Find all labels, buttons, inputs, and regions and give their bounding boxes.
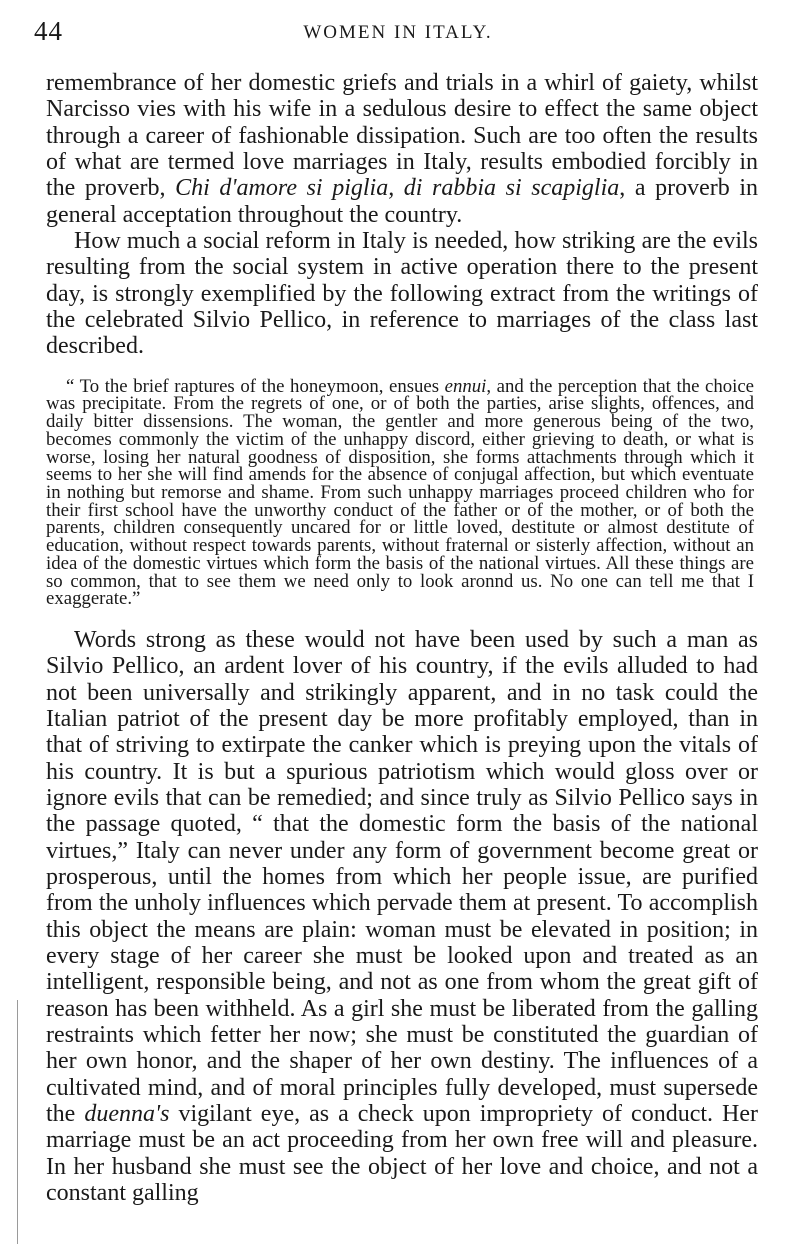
paragraph-reform: How much a social reform in Italy is needed, how striking are the evils resulting from the social system in active operation there to the present day, is strongly exemplified by the following extract from the writings of the celebrated Silvio Pellico, in reference to marriages of the class last described. — [46, 228, 758, 360]
para3-seg-1: Words strong as these would not have been used by such a man as Silvio Pellico, an ardent lover of his country, if the evils alluded to had not been universally and strikingly apparent, and in no task could the Italian patriot of the present day be more profitably employed, than in that of striving to extirpate the canker which is preying upon the vitals of his country. It is but a spurious patriotism which would gloss over or ignore evils that can be remedied; and since truly as Silvio Pellico says in the passage quoted, “ that the domestic form the basis of the national virtues,” Italy can never under any form of government become great or prosperous, until the homes from which her people issue, are purified from the unholy influences which pervade them at present. To accomplish this object the means are plain: woman must be elevated in position; in every stage of her career she must be looked upon and treated as an intelligent, responsible being, and not as one from whom the great gift of reason has been withheld. As a girl she must be liberated from the galling restraints which fetter her now; she must be constituted the guardian of her own honor, and the shaper of her own destiny. The influences of a cultivated mind, and of moral principles fully developed, must supersede the — [46, 626, 758, 1128]
paragraph-words-strong — [46, 627, 758, 1207]
quote-seg-3: , and the perception that the choice was precipitate. From the regrets of one, or of both the parties, arise slights, offences, and daily bitter dissensions. The woman, the gentler and more generous being of the two, becomes commonly the victim of the unhappy discord, either grieving to death, or what is worse, losing her natural goodness of disposition, she forms attachments through which it seems to her she will find amends for the absence of conjugal affection, but which eventuate in nothing but remorse and shame. From such unhappy marriages proceed children who for their first school have the unworthy conduct of the father or of the mother, or of both the parents, children consequently uncared for or little loved, destitute or almost destitute of education, without respect towards parents, without fraternal or sisterly affection, without an idea of the domestic virtues which form the basis of the national virtues. All these things are so common, that to see them we need only to look aronnd us. No one can tell me that I exaggerate.” — [46, 375, 754, 610]
block-quote-pellico — [46, 375, 754, 610]
para1-seg-3: , a proverb in general acceptation throughout the country. — [46, 175, 758, 228]
para3-seg-3: vigilant eye, as a check upon impropriety of conduct. Her marriage must be an act proceeding from her own free will and pleasure. In her husband she must see the object of her love and choice, and not a constant galling — [46, 1101, 758, 1207]
quote-seg-1: “ To the brief raptures of the honeymoon, ensues — [66, 375, 445, 397]
quote-ennui-italic: ennui — [444, 375, 487, 397]
page-number: 44 — [34, 16, 63, 46]
paragraph-continued — [46, 70, 758, 228]
duenna-italic: duenna's — [84, 1101, 170, 1128]
running-head: WOMEN IN ITALY. — [303, 22, 493, 43]
proverb-italic: Chi d'amore si piglia, di rabbia si scapiglia — [175, 175, 620, 202]
page-body — [46, 70, 758, 1206]
para1-seg-1: remembrance of her domestic griefs and trials in a whirl of gaiety, whilst Narcisso vies with his wife in a sedulous desire to effect the same object through a career of fashionable dissipation. Such are too often the results of what are termed love marriages in Italy, results embodied forcibly in the proverb, — [46, 70, 758, 202]
margin-rule — [17, 1000, 18, 1244]
page-header — [34, 16, 762, 56]
